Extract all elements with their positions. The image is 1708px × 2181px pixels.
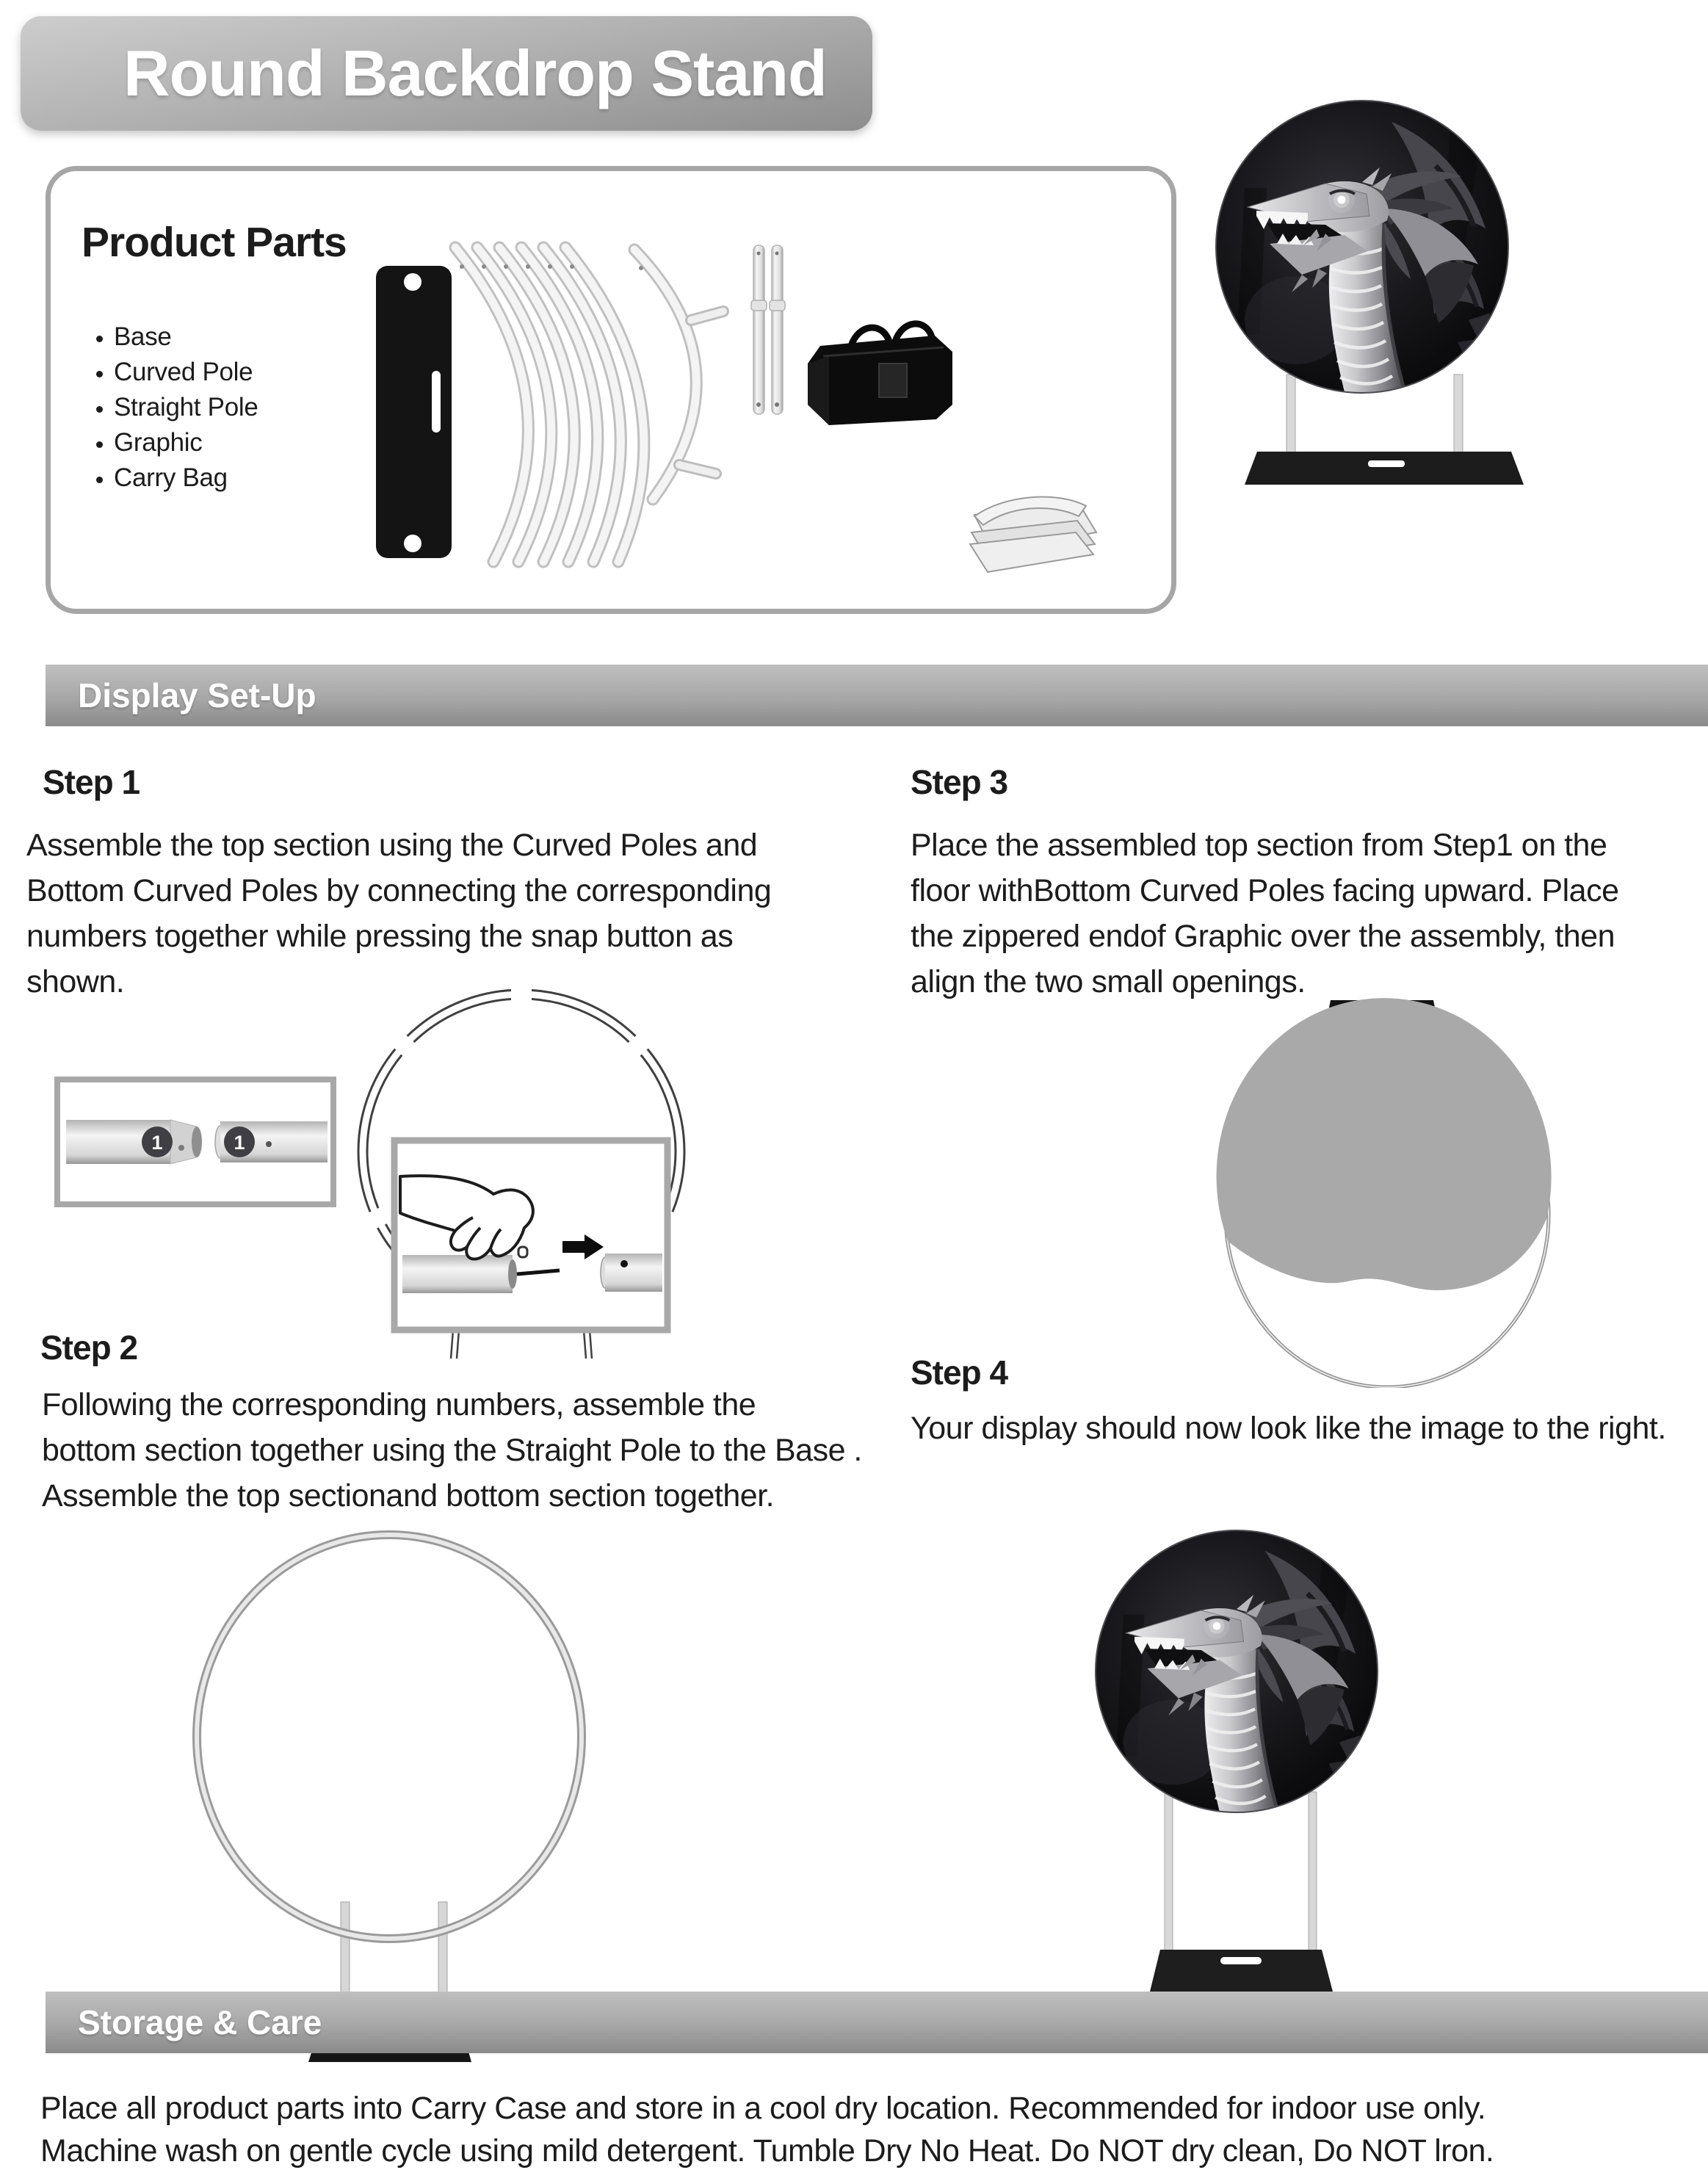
step1-heading: Step 1	[43, 763, 140, 801]
svg-text:1: 1	[151, 1132, 163, 1154]
step4-illustration	[1065, 1527, 1579, 2012]
title-banner	[21, 16, 872, 131]
stand-pole	[1165, 1792, 1173, 1952]
step2-heading: Step 2	[40, 1328, 138, 1367]
stand-pole	[1454, 375, 1463, 455]
step1-illustration	[0, 955, 734, 1381]
svg-text:1: 1	[234, 1132, 245, 1154]
display-setup-banner-label: Display Set-Up	[78, 676, 316, 715]
straight-poles-illustration	[751, 245, 785, 414]
step4-text: Your display should now look like the image to the right.	[911, 1411, 1666, 1446]
page-title: Round Backdrop Stand	[123, 37, 827, 109]
parts-list-item: • Carry Bag	[114, 460, 258, 496]
stand-pole	[1287, 375, 1295, 455]
step3-illustration	[1197, 977, 1579, 1388]
connector-inset	[57, 1079, 333, 1204]
stand-base	[1150, 1950, 1333, 1992]
parts-list-item: • Straight Pole	[114, 390, 258, 425]
step3-text: Place the assembled top section from Step1 on the floor withBottom Curved Poles facing upward. Place the zippered endof Graphic over the assembly, then align the two small openings.	[911, 828, 1619, 999]
curved-poles-illustration	[455, 247, 644, 562]
parts-list-item: • Base	[114, 319, 258, 355]
parts-list-item: • Curved Pole	[114, 355, 258, 390]
product-parts-box	[46, 166, 1176, 614]
draped-graphic	[1217, 998, 1552, 1290]
folded-graphic-illustration	[970, 497, 1096, 572]
display-setup-banner	[46, 665, 1708, 726]
step3-heading: Step 3	[911, 763, 1008, 801]
dragon-graphic-circle	[1095, 1530, 1378, 1813]
carry-bag-illustration	[808, 324, 952, 425]
step2-text: Following the corresponding numbers, assemble the bottom section together using the Straight Pole to the Base . Assemble the top sectionand bottom section together.	[42, 1387, 862, 1513]
storage-care-banner	[46, 1992, 1708, 2053]
assembled-frame-ring	[197, 1535, 582, 1939]
storage-care-banner-label: Storage & Care	[78, 2003, 322, 2041]
base-plate-illustration	[376, 266, 452, 558]
dragon-graphic-circle	[1215, 100, 1509, 394]
parts-list	[84, 319, 258, 496]
step2-illustration	[110, 1513, 698, 2071]
step1-text: Assemble the top section using the Curved Poles and Bottom Curved Poles by connecting the corresponding numbers together while pressing the snap button as shown.	[26, 828, 772, 999]
assembled-stand-figure	[1182, 88, 1708, 499]
parts-heading: Product Parts	[82, 219, 347, 266]
step4-heading: Step 4	[911, 1353, 1008, 1392]
stand-base	[1245, 452, 1524, 485]
parts-list-item: • Graphic	[114, 425, 258, 460]
stand-pole	[1309, 1792, 1317, 1952]
ring-with-graphic	[1217, 998, 1552, 1387]
snap-button-inset	[394, 1140, 667, 1330]
storage-care-text: Place all product parts into Carry Case and store in a cool dry location. Recommended for indoor use only. Machine wash on gentle cycle using mild detergent. Tumble Dry No Heat. Do NOT dry clean, Do NOT lron.	[40, 2091, 1494, 2169]
